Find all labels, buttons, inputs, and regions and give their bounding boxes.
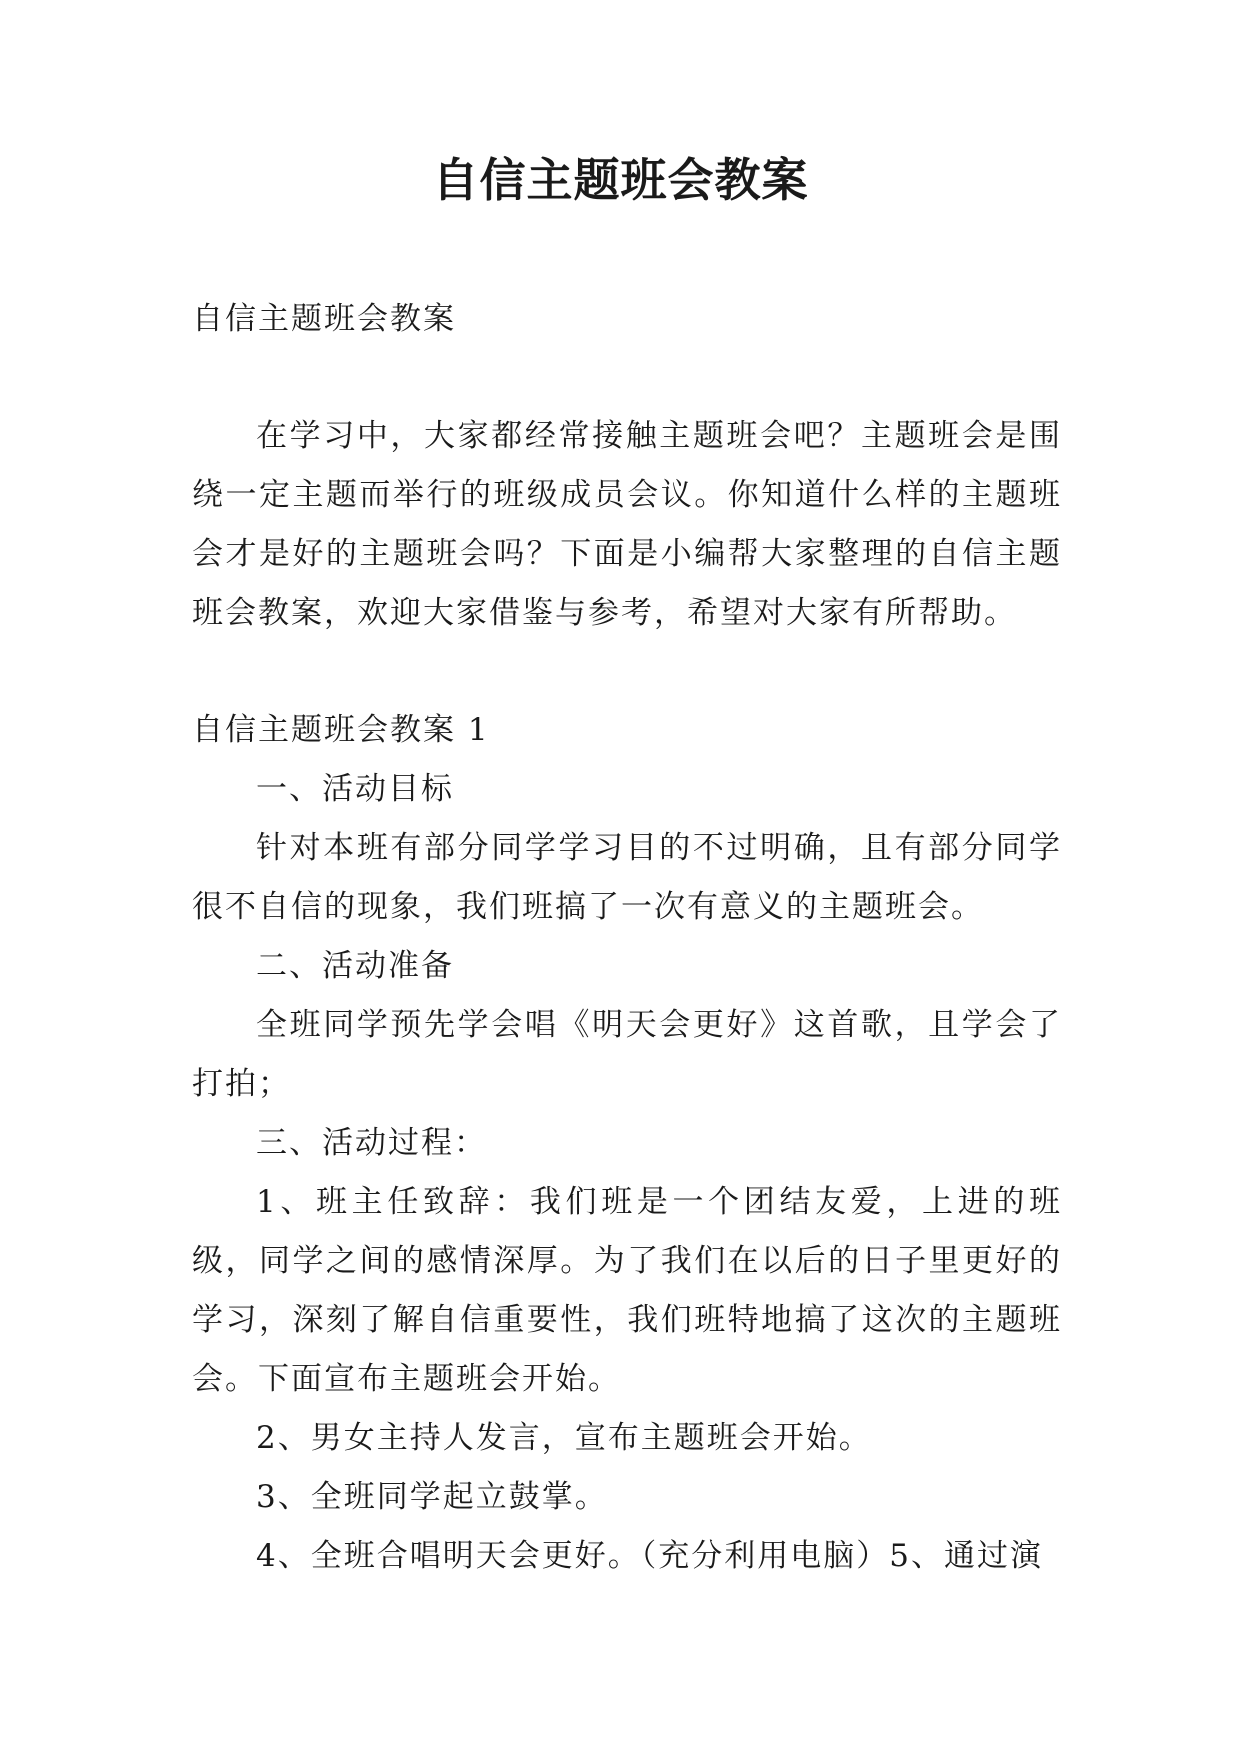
paragraph-step-3: 3、全班同学起立鼓掌。 [256, 1479, 608, 1515]
document-subtitle: 自信主题班会教案 [192, 301, 456, 337]
document-title: 自信主题班会教案 [432, 153, 809, 207]
heading-activity-goal: 一、活动目标 [256, 771, 454, 807]
section-title: 自信主题班会教案 1 [192, 712, 490, 748]
heading-activity-prep: 二、活动准备 [256, 948, 454, 984]
paragraph-step-4: 4、全班合唱明天会更好。（充分利用电脑）5、通过演 [256, 1538, 1043, 1574]
paragraph-activity-prep: 全班同学预先学会唱《明天会更好》这首歌，且学会了打拍； [192, 1007, 1062, 1102]
paragraph-step-2: 2、男女主持人发言，宣布主题班会开始。 [256, 1420, 872, 1456]
paragraph-activity-goal: 针对本班有部分同学学习目的不过明确，且有部分同学很不自信的现象，我们班搞了一次有意义的主题班会。 [192, 830, 1062, 925]
intro-paragraph: 在学习中，大家都经常接触主题班会吧？主题班会是围绕一定主题而举行的班级成员会议。你知道什么样的主题班会才是好的主题班会吗？下面是小编帮大家整理的自信主题班会教案，欢迎大家借鉴与参考，希望对大家有所帮助。 [192, 418, 1062, 631]
document-body [192, 290, 1062, 1586]
heading-activity-process: 三、活动过程： [256, 1125, 487, 1161]
paragraph-step-1: 1、班主任致辞：我们班是一个团结友爱，上进的班级，同学之间的感情深厚。为了我们在以后的日子里更好的学习，深刻了解自信重要性，我们班特地搞了这次的主题班会。下面宣布主题班会开始。 [192, 1184, 1062, 1397]
